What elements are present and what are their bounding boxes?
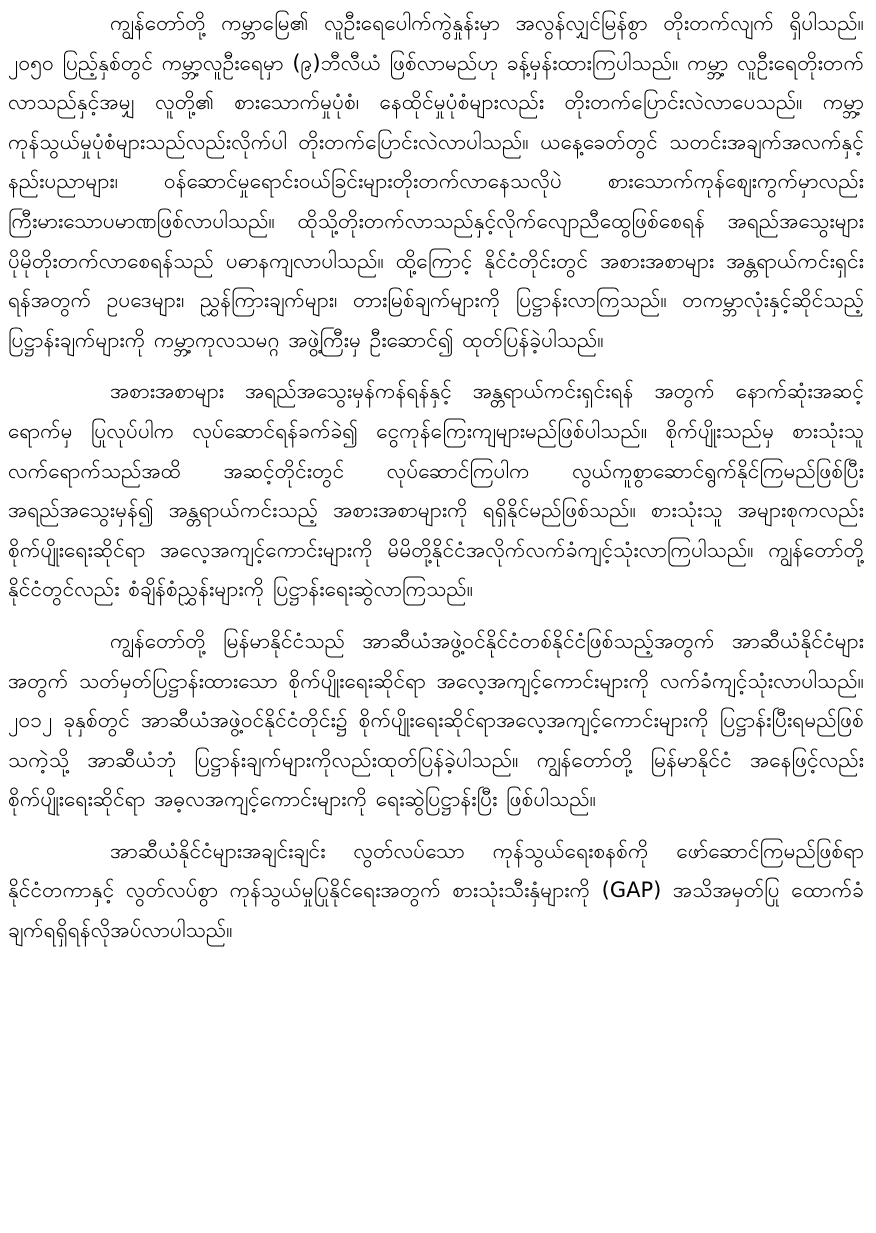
paragraph-population-and-food-safety: ကျွန်တော်တို့ ကမ္ဘာမြေ၏ လူဦးရေပေါက်ကွဲနှုန်းမှာ အလွန်လျှင်မြန်စွာ တိုးတက်လျက် ရှိပါသည်။ ၂၀၅၀ ပြည့်နှစ်တွင် ကမ္ဘာ့လူဦးရေမှာ (၉)ဘီလီယံ ဖြစ်လာမည်ဟု ခန့်မှန်းထားကြပါသည်။ ကမ္ဘာ့ လူဦးရေတိုးတက်လာသည်နှင့်အမျှ လူတို့၏ စားသောက်မှုပုံစံ၊ နေထိုင်မှုပုံစံများလည်း တိုးတက်ပြောင်းလဲလာပေသည်။ ကမ္ဘာ့ကုန်သွယ်မှုပုံစံများသည်လည်းလိုက်ပါ တိုးတက်ပြောင်းလဲလာပါသည်။ ယနေ့ခေတ်တွင် သတင်းအချက်အလက်နှင့် နည်းပညာများ၊ ဝန်ဆောင်မှုရောင်းဝယ်ခြင်းများတိုးတက်လာနေသလိုပဲ စားသောက်ကုန်စျေးကွက်မှာလည်း ကြီးမားသောပမာဏဖြစ်လာပါသည်။ ထိုသို့တိုးတက်လာသည်နှင့်လိုက်လျောညီထွေဖြစ်စေရန် အရည်အသွေးများ ပိုမိုတိုးတက်လာစေရန်သည် ပဓာနကျလာပါသည်။ ထို့ကြောင့် နိုင်ငံတိုင်းတွင် အစားအစာများ အန္တရာယ်ကင်းရှင်းရန်အတွက် ဥပဒေများ၊ ညွှန်ကြားချက်များ၊ တားမြစ်ချက်များကို ပြဋ္ဌာန်းလာကြသည်။ တကမ္ဘာလုံးနှင့်ဆိုင်သည့် ပြဋ္ဌာန်းချက်များကို ကမ္ဘာ့ကုလသမဂ္ဂ အဖွဲ့ကြီးမှ ဦးဆောင်၍ ထုတ်ပြန်ခဲ့ပါသည်။ bbox=[8, 11, 864, 352]
paragraph-asean-gap: ကျွန်တော်တို့ မြန်မာနိုင်ငံသည် အာဆီယံအဖွဲ့ဝင်နိုင်ငံတစ်နိုင်ငံဖြစ်သည့်အတွက် အာဆီယံနိုင်ငံများအတွက် သတ်မှတ်ပြဋ္ဌာန်းထားသော စိုက်ပျိုးရေးဆိုင်ရာ အလေ့အကျင့်ကောင်းများကို လက်ခံကျင့်သုံးလာပါသည်။ ၂၀၁၂ ခုနှစ်တွင် အာဆီယံအဖွဲ့ဝင်နိုင်ငံတိုင်း၌ စိုက်ပျိုးရေးဆိုင်ရာအလေ့အကျင့်ကောင်းများကို ပြဋ္ဌာန်းပြီးရမည်ဖြစ်သကဲ့သို့ အာဆီယံဘုံ ပြဋ္ဌာန်းချက်များကိုလည်းထုတ်ပြန်ခဲ့ပါသည်။ ကျွန်တော်တို့ မြန်မာနိုင်ငံ အနေဖြင့်လည်း စိုက်ပျိုးရေးဆိုင်ရာ အဓ့လအကျင့်ကောင်းများကို ရေးဆွဲပြဋ္ဌာန်းပြီး ဖြစ်ပါသည်။ bbox=[8, 628, 864, 812]
paragraph-quality-at-every-stage: အစားအစာများ အရည်အသွေးမှန်ကန်ရန်နှင့် အန္တရာယ်ကင်းရှင်းရန် အတွက် နောက်ဆုံးအဆင့်ရောက်မှ ပြုလုပ်ပါက လုပ်ဆောင်ရန်ခက်ခဲ၍ ငွေကုန်ကြေးကျများမည်ဖြစ်ပါသည်။ စိုက်ပျိုးသည်မှ စားသုံးသူလက်ရောက်သည်အထိ အဆင့်တိုင်းတွင် လုပ်ဆောင်ကြပါက လွယ်ကူစွာဆောင်ရွက်နိုင်ကြမည်ဖြစ်ပြီး အရည်အသွေးမှန်၍ အန္တရာယ်ကင်းသည့် အစားအစာများကို ရရှိနိုင်မည်ဖြစ်သည်။ စားသုံးသူ အများစုကလည်း စိုက်ပျိုးရေးဆိုင်ရာ အလေ့အကျင့်ကောင်းများကို မိမိတို့နိုင်ငံအလိုက်လက်ခံကျင့်သုံးလာကြပါသည်။ ကျွန်တော်တို့ နိုင်ငံတွင်လည်း စံချိန်စံညွှန်းများကို ပြဋ္ဌာန်းရေးဆွဲလာကြသည်။ bbox=[8, 379, 864, 602]
paragraph-free-trade-gap-certification: အာဆီယံနိုင်ငံများအချင်းချင်း လွတ်လပ်သော ကုန်သွယ်ရေးစနစ်ကို ဖော်ဆောင်ကြမည်ဖြစ်ရာ နိုင်ငံတကာနှင့် လွတ်လပ်စွာ ကုန်သွယ်မှုပြုနိုင်ရေးအတွက် စားသုံးသီးနှံများကို (GAP) အသိအမှတ်ပြု ထောက်ခံချက်ရရှိရန်လိုအပ်လာပါသည်။ bbox=[8, 838, 864, 943]
